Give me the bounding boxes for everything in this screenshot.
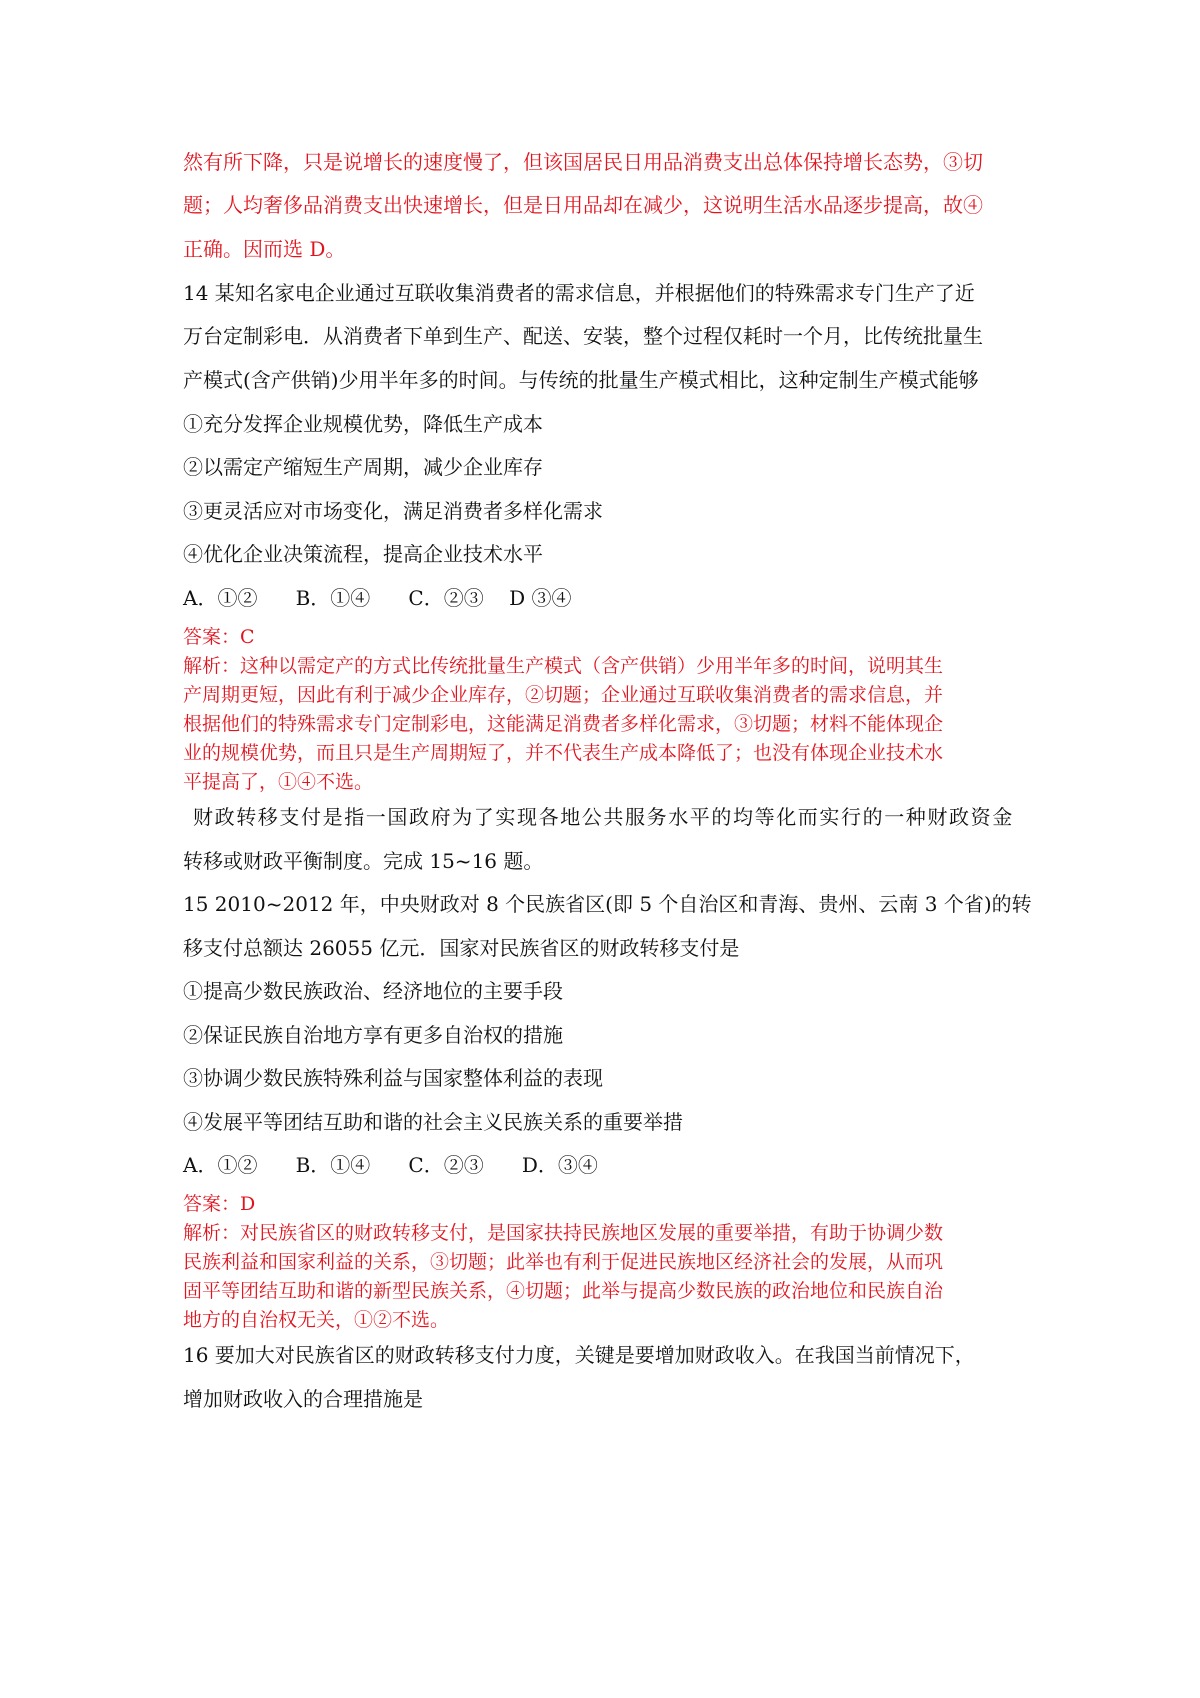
- q14-analysis-line-5: 平提高了，①④不选。: [183, 771, 374, 793]
- intro-line-2: 转移或财政平衡制度。完成 15~16 题。: [183, 849, 544, 873]
- q15-analysis-line-3: 固平等团结互助和谐的新型民族关系，④切题；此举与提高少数民族的政治地位和民族自治: [183, 1280, 944, 1302]
- q14-stem-line-3: 产模式(含产供销)少用半年多的时间。与传统的批量生产模式相比，这种定制生产模式能够: [183, 368, 979, 392]
- q14-item-2: ②以需定产缩短生产周期，减少企业库存: [183, 455, 543, 479]
- q14-stem-line-1: 14 某知名家电企业通过互联收集消费者的需求信息，并根据他们的特殊需求专门生产了近: [183, 281, 975, 305]
- q14-analysis-line-4: 业的规模优势，而且只是生产周期短了，并不代表生产成本降低了；也没有体现企业技术水: [183, 742, 944, 764]
- q14-item-1: ①充分发挥企业规模优势，降低生产成本: [183, 412, 543, 436]
- prev-analysis-line-3: 正确。因而选 D。: [183, 237, 346, 261]
- q15-answer: 答案：D: [183, 1193, 256, 1215]
- q14-analysis-line-1: 解析：这种以需定产的方式比传统批量生产模式（含产供销）少用半年多的时间，说明其生: [183, 655, 944, 677]
- q15-analysis-line-1: 解析：对民族省区的财政转移支付，是国家扶持民族地区发展的重要举措，有助于协调少数: [183, 1222, 944, 1244]
- q15-analysis-line-4: 地方的自治权无关，①②不选。: [183, 1309, 450, 1331]
- q14-analysis-line-3: 根据他们的特殊需求专门定制彩电，这能满足消费者多样化需求，③切题；材料不能体现企: [183, 713, 944, 735]
- intro-line-1: 财政转移支付是指一国政府为了实现各地公共服务水平的均等化而实行的一种财政资金: [193, 805, 1014, 829]
- q15-item-3: ③协调少数民族特殊利益与国家整体利益的表现: [183, 1066, 603, 1090]
- q15-item-1: ①提高少数民族政治、经济地位的主要手段: [183, 979, 563, 1003]
- q15-item-2: ②保证民族自治地方享有更多自治权的措施: [183, 1023, 563, 1047]
- q15-stem-line-1: 15 2010~2012 年，中央财政对 8 个民族省区(即 5 个自治区和青海、贵州、云南 3 个省)的转: [183, 892, 1032, 916]
- q14-item-4: ④优化企业决策流程，提高企业技术水平: [183, 542, 543, 566]
- q15-stem-line-2: 移支付总额达 26055 亿元．国家对民族省区的财政转移支付是: [183, 936, 740, 960]
- q14-choices: A．①② B．①④ C．②③ D ③④: [183, 586, 572, 610]
- q14-stem-line-2: 万台定制彩电．从消费者下单到生产、配送、安装，整个过程仅耗时一个月，比传统批量生: [183, 324, 983, 348]
- prev-analysis-line-1: 然有所下降，只是说增长的速度慢了，但该国居民日用品消费支出总体保持增长态势，③切: [183, 150, 983, 174]
- q14-analysis-line-2: 产周期更短，因此有利于减少企业库存，②切题；企业通过互联收集消费者的需求信息，并: [183, 684, 944, 706]
- q15-item-4: ④发展平等团结互助和谐的社会主义民族关系的重要举措: [183, 1110, 683, 1134]
- q16-stem-line-2: 增加财政收入的合理措施是: [183, 1387, 423, 1411]
- prev-analysis-line-2: 题；人均奢侈品消费支出快速增长，但是日用品却在减少，这说明生活水品逐步提高，故④: [183, 193, 983, 217]
- q15-choices: A．①② B．①④ C．②③ D．③④: [183, 1153, 598, 1177]
- q14-answer: 答案：C: [183, 626, 255, 648]
- q14-item-3: ③更灵活应对市场变化，满足消费者多样化需求: [183, 499, 603, 523]
- q16-stem-line-1: 16 要加大对民族省区的财政转移支付力度，关键是要增加财政收入。在我国当前情况下，: [183, 1343, 975, 1367]
- q15-analysis-line-2: 民族利益和国家利益的关系，③切题；此举也有利于促进民族地区经济社会的发展，从而巩: [183, 1251, 944, 1273]
